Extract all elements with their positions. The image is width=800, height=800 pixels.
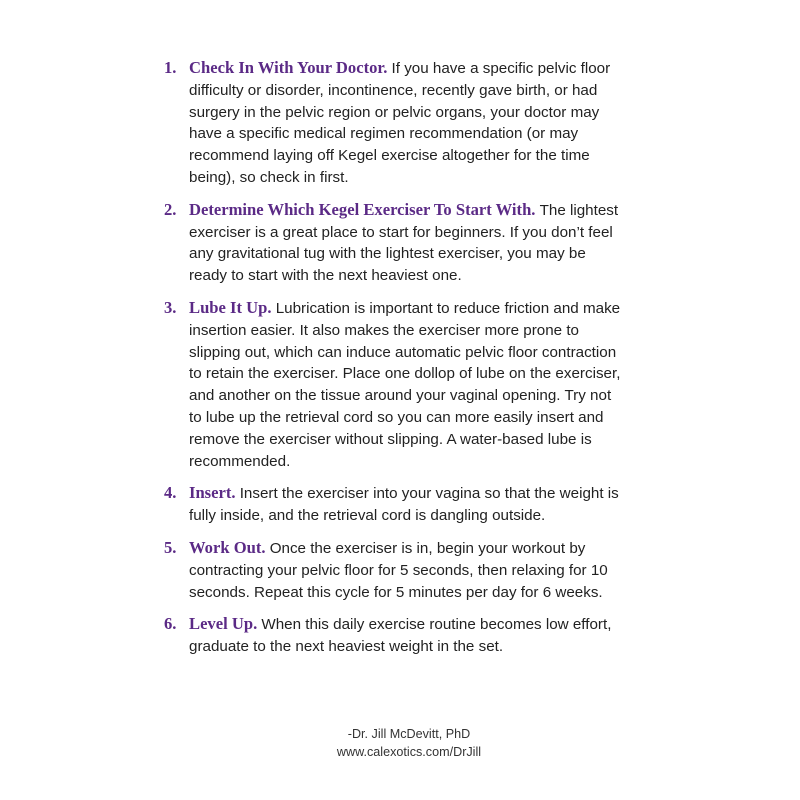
step-body: When this daily exercise routine becomes low effort, graduate to the next heaviest weight in the set. [189,616,612,656]
step-title: Level Up. [189,614,262,634]
step-number: 6. [164,614,177,634]
step-item [164,482,624,527]
step-body: The lightest exerciser is a great place to start for beginners. If you don’t feel any gravitational tug with the lightest exerciser, you may be ready to start with the next heaviest one. [189,201,619,285]
step-title: Work Out. [189,537,270,557]
step-title: Insert. [189,483,240,503]
step-body: Lubrication is important to reduce friction and make insertion easier. It also makes the exerciser more prone to slipping out, which can induce automatic pelvic floor contraction to retain the exerciser. Place one dollop of lube on the exerciser, and another on the tissue around your vaginal opening. Try not to lube up the retrieval cord so you can more easily insert and remove the exerciser without slipping. A water-based lube is recommended. [189,299,621,470]
step-number: 2. [164,199,177,219]
step-number: 5. [164,537,177,557]
step-number: 4. [164,483,177,503]
step-title: Check In With Your Doctor. [189,58,392,77]
step-title: Lube It Up. [189,297,276,317]
signoff [0,725,800,761]
step-number: 3. [164,297,177,317]
step-item [164,297,624,472]
step-body: Insert the exerciser into your vagina so that the weight is fully inside, and the retrieval cord is dangling outside. [189,485,619,525]
step-body: If you have a specific pelvic floor difficulty or disorder, incontinence, recently gave birth, or had surgery in the pelvic region or pelvic organs, your doctor may have a specific medical regimen recommendation (or may recommend laying off Kegel exercise altogether for the time being), so check in first. [189,60,611,186]
step-item [164,199,624,287]
step-title: Determine Which Kegel Exerciser To Start With. [189,199,540,219]
step-item [164,57,624,189]
step-body: Once the exerciser is in, begin your workout by contracting your pelvic floor for 5 seconds, then relaxing for 10 seconds. Repeat this cycle for 5 minutes per day for 6 weeks. [189,539,608,601]
website-url: www.calexotics.com/DrJill [336,745,482,759]
author-credit: -Dr. Jill McDevitt, PhD [347,727,471,741]
step-item [164,613,624,658]
steps-list [164,57,624,658]
step-number: 1. [164,58,177,77]
step-item [164,537,624,603]
